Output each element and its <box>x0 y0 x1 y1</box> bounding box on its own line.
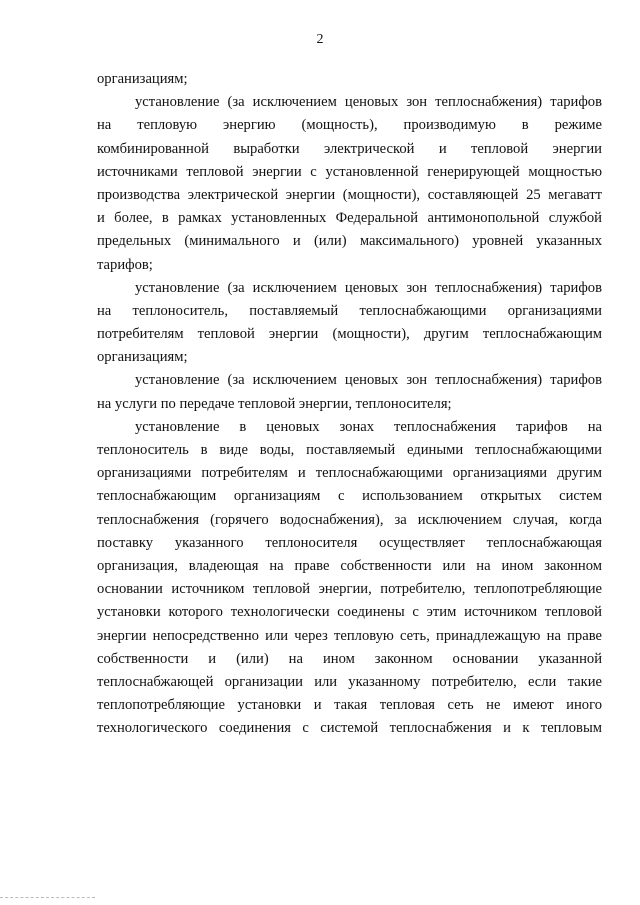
text-line: источниками тепловой энергии с установленной генерирующей мощностью <box>97 163 602 180</box>
text-line: технологического соединения с системой теплоснабжения и к тепловым <box>97 720 602 737</box>
text-line: энергии непосредственно или через тепловую сеть, принадлежащую на праве <box>97 627 602 644</box>
footer-rule <box>0 897 95 898</box>
text-line: производства электрической энергии (мощности), составляющей 25 мегаватт <box>97 186 602 203</box>
text-line: собственности и (или) на ином законном основании указанной <box>97 650 602 667</box>
text-line: установление (за исключением ценовых зон теплоснабжения) тарифов <box>135 372 602 389</box>
document-body <box>97 68 602 740</box>
text-line: теплоноситель в виде воды, поставляемый едиными теплоснабжающими <box>97 442 602 458</box>
text-line: теплоснабжения (горячего водоснабжения), за исключением случая, когда <box>97 511 602 528</box>
page-number: 2 <box>316 32 324 47</box>
text-line: теплопотребляющие установки и такая тепловая сеть не имеют иного <box>97 697 602 714</box>
text-line: основании источником тепловой энергии, потребителю, теплопотребляющие <box>97 581 602 598</box>
text-line: теплоснабжающим организациям с использованием открытых систем <box>97 488 602 505</box>
text-line: установление (за исключением ценовых зон теплоснабжения) тарифов <box>135 94 602 111</box>
text-line: организациям; <box>97 349 188 366</box>
text-line: организациям; <box>97 71 188 87</box>
text-line: на теплоноситель, поставляемый теплоснабжающими организациями <box>97 302 602 319</box>
text-line: теплоснабжающей организации или указанному потребителю, если такие <box>97 673 602 690</box>
text-line: потребителям тепловой энергии (мощности), другим теплоснабжающим <box>97 326 602 343</box>
text-line: тарифов; <box>97 256 153 273</box>
text-line: установление (за исключением ценовых зон теплоснабжения) тарифов <box>135 279 602 296</box>
text-line: и более, в рамках установленных Федеральной антимонопольной службой <box>97 210 602 227</box>
text-line: установление в ценовых зонах теплоснабжения тарифов на <box>135 418 602 435</box>
text-line: комбинированной выработки электрической и тепловой энергии <box>97 140 602 157</box>
text-line: на услуги по передаче тепловой энергии, теплоносителя; <box>97 395 452 412</box>
text-line: предельных (минимального и (или) максимального) уровней указанных <box>97 233 602 250</box>
text-line: организация, владеющая на праве собственности или на ином законном <box>97 557 602 574</box>
text-line: поставку указанного теплоносителя осуществляет теплоснабжающая <box>97 534 602 551</box>
text-line: на тепловую энергию (мощность), производимую в режиме <box>97 117 602 134</box>
text-line: установки которого технологически соединены с этим источником тепловой <box>97 604 602 621</box>
text-line: организациями потребителям и теплоснабжающими организациями другим <box>97 465 602 482</box>
